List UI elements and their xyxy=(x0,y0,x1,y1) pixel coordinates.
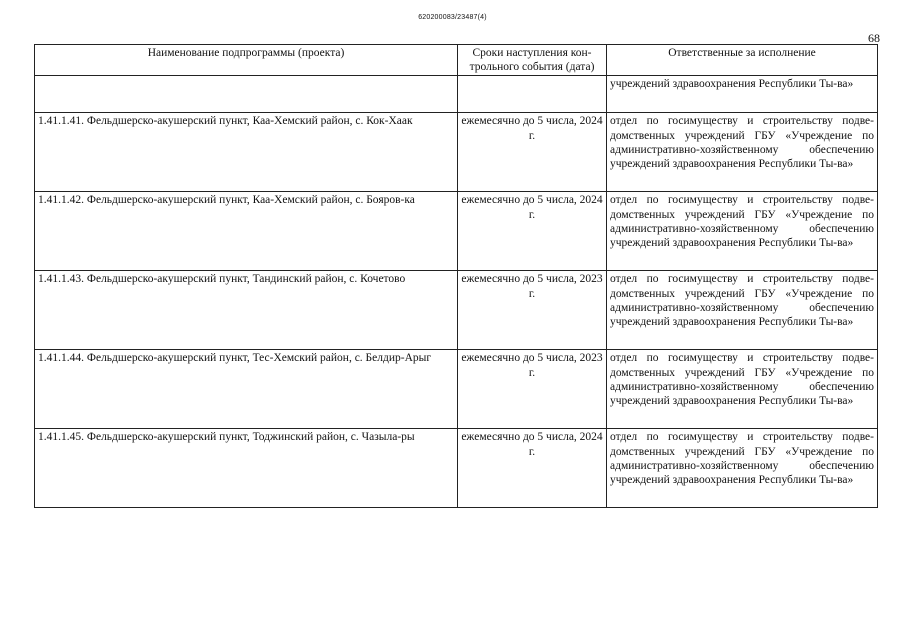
cell-responsible: учреждений здравоохранения Республики Ты-ва» xyxy=(607,76,878,113)
cell-name: 1.41.1.44. Фельдшерско-акушерский пункт, Тес-Хемский район, с. Белдир-Арыг xyxy=(35,350,458,429)
header-deadline: Сроки наступления кон-трольного события (дата) xyxy=(458,45,607,76)
header-name: Наименование подпрограммы (проекта) xyxy=(35,45,458,76)
page-number: 68 xyxy=(868,31,880,45)
cell-name: 1.41.1.41. Фельдшерско-акушерский пункт, Каа-Хемский район, с. Кок-Хаак xyxy=(35,113,458,192)
schedule-table xyxy=(34,44,878,508)
cell-responsible: отдел по госимуществу и строительству подве-домственных учреждений ГБУ «Учреждение по административно-хозяйственному обеспечению учреждений здравоохранения Республики Ты-ва» xyxy=(607,350,878,429)
table-row xyxy=(35,192,878,271)
table-row xyxy=(35,113,878,192)
cell-responsible: отдел по госимуществу и строительству подве-домственных учреждений ГБУ «Учреждение по административно-хозяйственному обеспечению учреждений здравоохранения Республики Ты-ва» xyxy=(607,113,878,192)
cell-deadline: ежемесячно до 5 числа, 2023 г. xyxy=(458,350,607,429)
cell-name: 1.41.1.45. Фельдшерско-акушерский пункт, Тоджинский район, с. Чазыла-ры xyxy=(35,429,458,508)
cell-deadline: ежемесячно до 5 числа, 2024 г. xyxy=(458,192,607,271)
cell-name: 1.41.1.43. Фельдшерско-акушерский пункт, Тандинский район, с. Кочетово xyxy=(35,271,458,350)
cell-name: 1.41.1.42. Фельдшерско-акушерский пункт, Каа-Хемский район, с. Бояров-ка xyxy=(35,192,458,271)
header-responsible: Ответственные за исполнение xyxy=(607,45,878,76)
table-row xyxy=(35,429,878,508)
table-header-row xyxy=(35,45,878,76)
cell-deadline: ежемесячно до 5 числа, 2023 г. xyxy=(458,271,607,350)
table-row xyxy=(35,350,878,429)
cell-responsible: отдел по госимуществу и строительству подве-домственных учреждений ГБУ «Учреждение по административно-хозяйственному обеспечению учреждений здравоохранения Республики Ты-ва» xyxy=(607,271,878,350)
cell-responsible: отдел по госимуществу и строительству подве-домственных учреждений ГБУ «Учреждение по административно-хозяйственному обеспечению учреждений здравоохранения Республики Ты-ва» xyxy=(607,429,878,508)
cell-deadline xyxy=(458,76,607,113)
table-row-continuation xyxy=(35,76,878,113)
document-id: 620200083/23487(4) xyxy=(418,14,487,21)
cell-deadline: ежемесячно до 5 числа, 2024 г. xyxy=(458,113,607,192)
cell-responsible: отдел по госимуществу и строительству подве-домственных учреждений ГБУ «Учреждение по административно-хозяйственному обеспечению учреждений здравоохранения Республики Ты-ва» xyxy=(607,192,878,271)
cell-deadline: ежемесячно до 5 числа, 2024 г. xyxy=(458,429,607,508)
cell-name xyxy=(35,76,458,113)
table-row xyxy=(35,271,878,350)
